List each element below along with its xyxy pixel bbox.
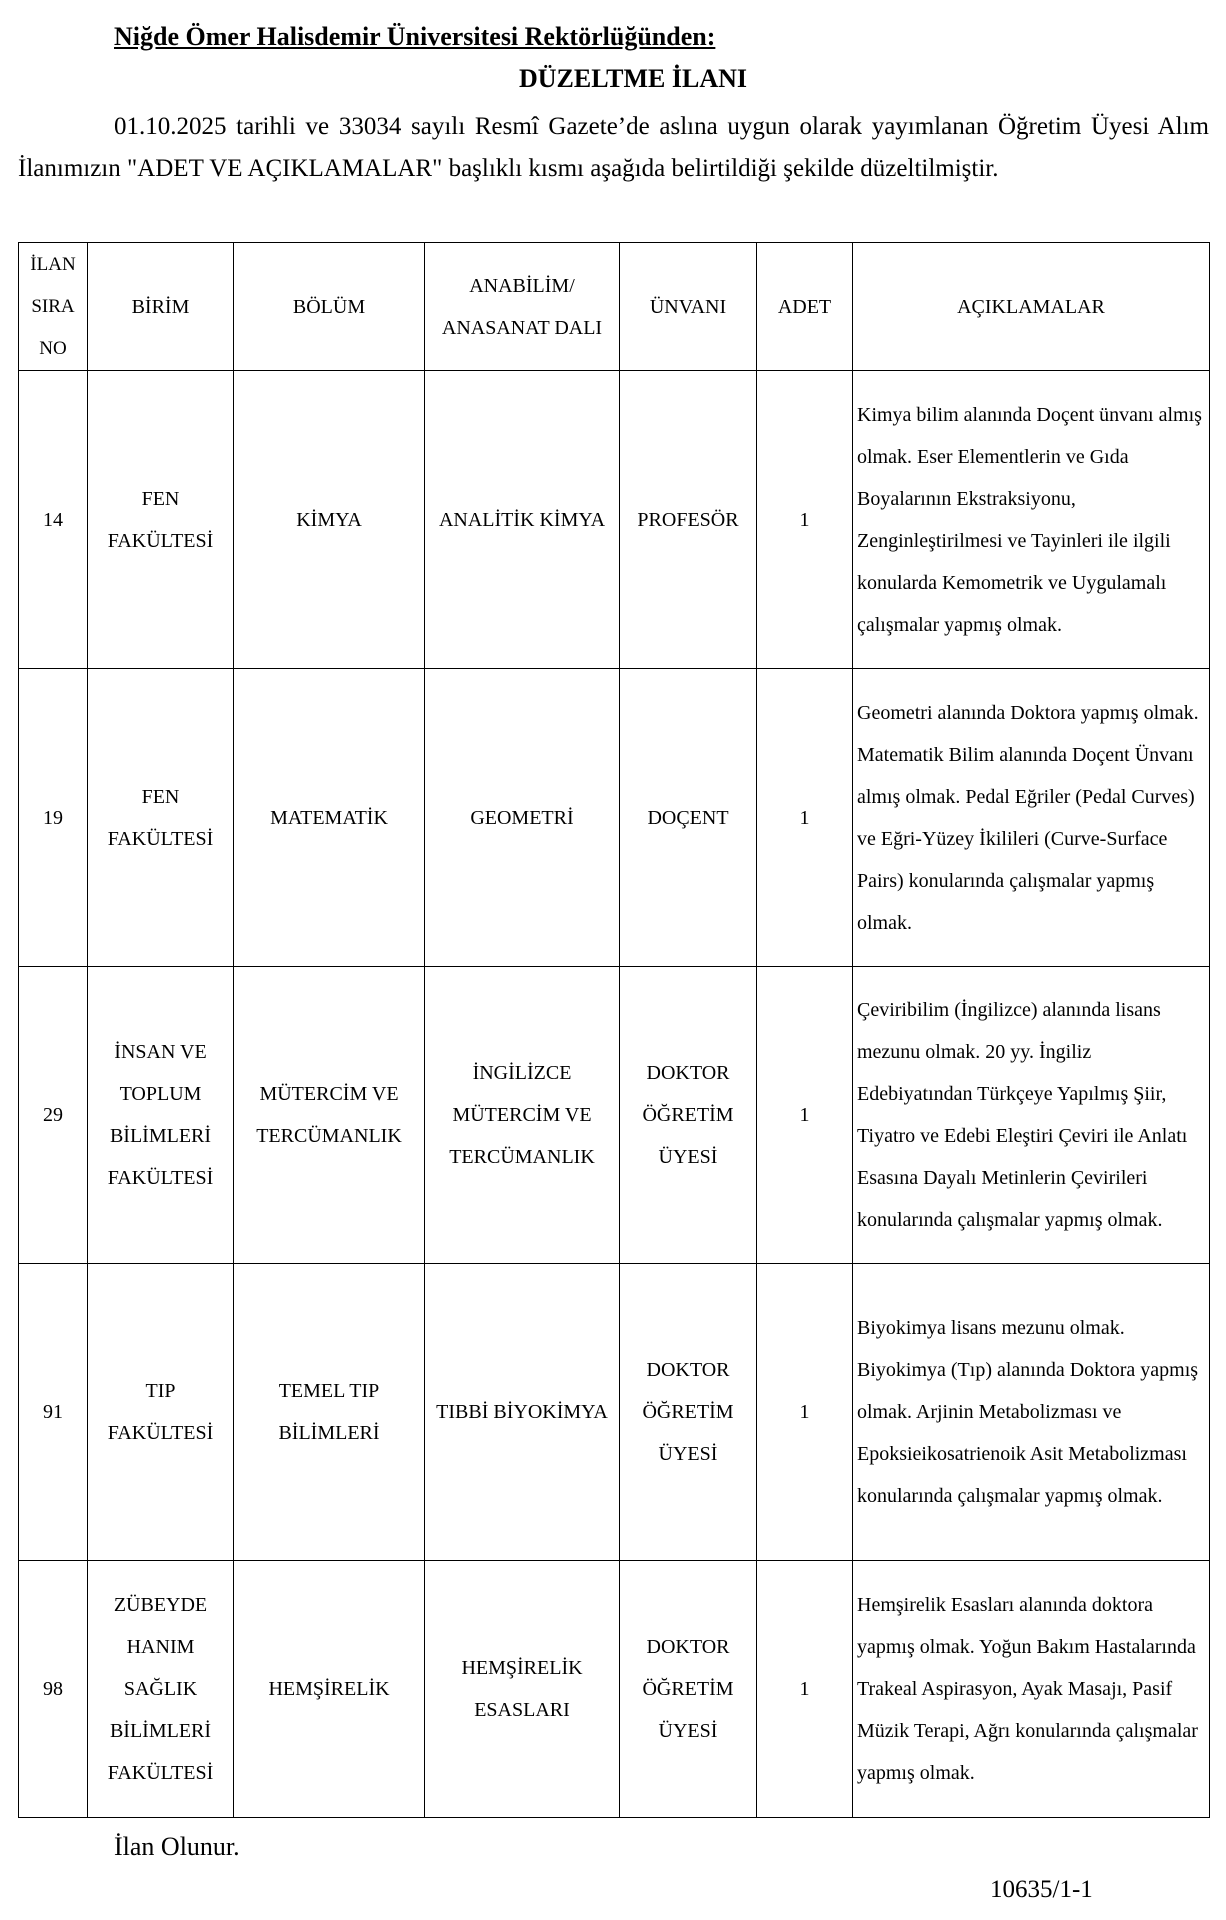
header-unvan: ÜNVANI <box>620 243 757 371</box>
intro-paragraph: 01.10.2025 tarihli ve 33034 sayılı Resmî Gazete’de aslına uygun olarak yayımlanan Öğretim Üyesi Alım İlanımızın "ADET VE AÇIKLAMALAR" başlıklı kısmı aşağıda belirtildiği şekilde düzeltilmiştir. <box>18 113 1209 182</box>
cell-dal: HEMŞİRELİK ESASLARI <box>425 1561 620 1818</box>
cell-birim: FEN FAKÜLTESİ <box>88 371 234 669</box>
cell-no: 98 <box>19 1561 88 1818</box>
positions-table <box>18 242 1210 1818</box>
table-row <box>19 371 1210 669</box>
cell-unvan: DOKTOR ÖĞRETİM ÜYESİ <box>620 967 757 1264</box>
cell-bolum: MÜTERCİM VE TERCÜMANLIK <box>234 967 425 1264</box>
reference-number: 10635/1-1 <box>990 1876 1093 1903</box>
cell-birim: FEN FAKÜLTESİ <box>88 669 234 967</box>
cell-bolum: TEMEL TIP BİLİMLERİ <box>234 1264 425 1561</box>
cell-adet: 1 <box>757 967 853 1264</box>
cell-birim: İNSAN VE TOPLUM BİLİMLERİ FAKÜLTESİ <box>88 967 234 1264</box>
cell-no: 29 <box>19 967 88 1264</box>
header-bolum: BÖLÜM <box>234 243 425 371</box>
cell-no: 19 <box>19 669 88 967</box>
cell-birim: ZÜBEYDE HANIM SAĞLIK BİLİMLERİ FAKÜLTESİ <box>88 1561 234 1818</box>
cell-birim: TIP FAKÜLTESİ <box>88 1264 234 1561</box>
header-dal: ANABİLİM/ ANASANAT DALI <box>425 243 620 371</box>
cell-adet: 1 <box>757 1561 853 1818</box>
cell-aciklama: Biyokimya lisans mezunu olmak. Biyokimya (Tıp) alanında Doktora yapmış olmak. Arjinin Metabolizması ve Epoksieikosatrienoik Asit Metabolizması konularında çalışmalar yapmış olmak. <box>853 1264 1210 1561</box>
cell-aciklama: Kimya bilim alanında Doçent ünvanı almış olmak. Eser Elementlerin ve Gıda Boyalarının Ekstraksiyonu, Zenginleştirilmesi ve Tayinleri ile ilgili konularda Kemometrik ve Uygulamalı çalışmalar yapmış olmak. <box>853 371 1210 669</box>
cell-bolum: MATEMATİK <box>234 669 425 967</box>
header-ilan-no: İLAN SIRA NO <box>19 243 88 371</box>
table-row <box>19 1561 1210 1818</box>
cell-no: 91 <box>19 1264 88 1561</box>
cell-adet: 1 <box>757 1264 853 1561</box>
cell-dal: TIBBİ BİYOKİMYA <box>425 1264 620 1561</box>
cell-aciklama: Hemşirelik Esasları alanında doktora yapmış olmak. Yoğun Bakım Hastalarında Trakeal Aspirasyon, Ayak Masajı, Pasif Müzik Terapi, Ağrı konularında çalışmalar yapmış olmak. <box>853 1561 1210 1818</box>
cell-dal: GEOMETRİ <box>425 669 620 967</box>
document-title: DÜZELTME İLANI <box>518 64 748 93</box>
cell-dal: ANALİTİK KİMYA <box>425 371 620 669</box>
cell-unvan: PROFESÖR <box>620 371 757 669</box>
cell-unvan: DOKTOR ÖĞRETİM ÜYESİ <box>620 1264 757 1561</box>
cell-adet: 1 <box>757 669 853 967</box>
cell-unvan: DOKTOR ÖĞRETİM ÜYESİ <box>620 1561 757 1818</box>
table-header-row <box>19 243 1210 371</box>
cell-aciklama: Çeviribilim (İngilizce) alanında lisans mezunu olmak. 20 yy. İngiliz Edebiyatından Türkçeye Yapılmış Şiir, Tiyatro ve Edebi Eleştiri Çeviri ile Anlatı Esasına Dayalı Metinlerin Çevirileri konularında çalışmalar yapmış olmak. <box>853 967 1210 1264</box>
table-row <box>19 967 1210 1264</box>
cell-unvan: DOÇENT <box>620 669 757 967</box>
table-row <box>19 1264 1210 1561</box>
cell-no: 14 <box>19 371 88 669</box>
cell-aciklama: Geometri alanında Doktora yapmış olmak. Matematik Bilim alanında Doçent Ünvanı almış olmak. Pedal Eğriler (Pedal Curves) ve Eğri-Yüzey İkilileri (Curve-Surface Pairs) konularında çalışmalar yapmış olmak. <box>853 669 1210 967</box>
issuer-title: Niğde Ömer Halisdemir Üniversitesi Rektörlüğünden: <box>114 22 716 51</box>
closing-text: İlan Olunur. <box>114 1832 240 1861</box>
table-row <box>19 669 1210 967</box>
cell-dal: İNGİLİZCE MÜTERCİM VE TERCÜMANLIK <box>425 967 620 1264</box>
header-adet: ADET <box>757 243 853 371</box>
cell-bolum: HEMŞİRELİK <box>234 1561 425 1818</box>
header-birim: BİRİM <box>88 243 234 371</box>
cell-bolum: KİMYA <box>234 371 425 669</box>
cell-adet: 1 <box>757 371 853 669</box>
header-aciklama: AÇIKLAMALAR <box>853 243 1210 371</box>
